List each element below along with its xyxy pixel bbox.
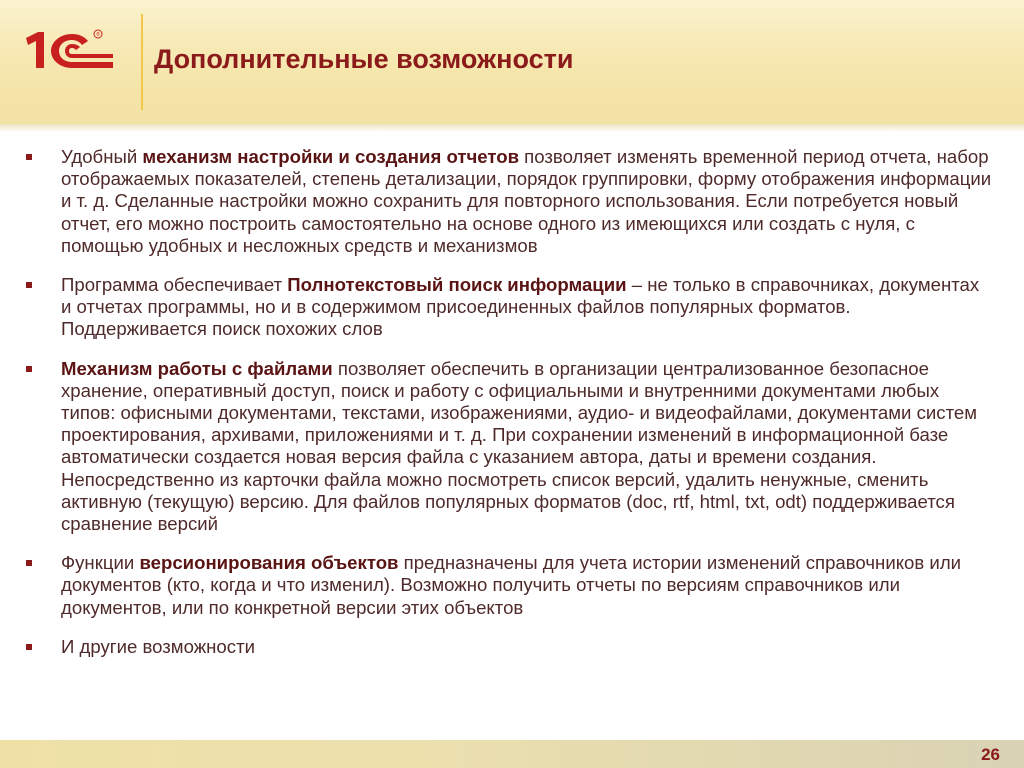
item-text-bold: версионирования объектов [139,552,399,574]
footer-band [0,740,1024,768]
item-text-post: предназначены для учета истории изменений справочников или документов (кто, когда и что изменил). Возможно получить отчеты по версиям справочников или документов, или по конкретной версии этих объектов [61,552,962,618]
item-text-post: позволяет обеспечить в организации централизованное безопасное хранение, оперативный доступ, поиск и работу с официальными и внутренними документами любых типов: офисными документами, текстами, изображениями, аудио- и видеофайлами, документами систем проектирования, архивами, приложениями и т. д. При сохранении изменений в информационной базе автоматически создается новая версия файла с указанием автора, даты и времени создания. Непосредственно из карточки файла можно посмотреть список версий, удалить ненужные, сменить активную (текущую) версию. Для файлов популярных форматов (doc, rtf, html, txt, odt) поддерживается сравнение версий [61,357,978,535]
header-divider [141,14,143,110]
square-bullet-icon [26,560,32,566]
list-item [24,274,994,341]
item-text-pre: Удобный [61,146,143,167]
item-text-post: – не только в справочниках, документах и отчетах программы, но и в содержимом присоединенных файлов популярных форматов. Поддерживается поиск похожих слов [61,274,980,340]
square-bullet-icon [26,366,32,372]
bullet-list [24,146,994,675]
list-item [24,358,994,536]
item-text-post: позволяет изменять временной период отчета, набор отображаемых показателей, степень детализации, порядок группировки, форму отображения информации и т. д. Сделанные настройки можно сохранить для повторного использования. Если потребуется новый отчет, его можно построить самостоятельно на основе одного из имеющихся или создать с нуля, с помощью удобных и несложных средств и механизмов [61,146,992,256]
list-item [24,636,994,658]
item-text-bold: механизм настройки и создания отчетов [142,146,520,167]
svg-text:®: ® [96,32,100,38]
page-title: Дополнительные возможности [154,44,574,74]
list-item [24,552,994,619]
header-shadow [0,124,1024,132]
item-text-pre: Программа обеспечивает [61,274,288,296]
square-bullet-icon [26,644,32,650]
page-number: 26 [981,745,1000,764]
square-bullet-icon [26,282,32,288]
item-text-pre: Функции [61,552,140,574]
item-text-bold: Полнотекстовый поиск информации [287,274,627,296]
list-item [24,146,994,257]
logo-1c [18,26,118,76]
square-bullet-icon [26,154,32,160]
logo-1c-icon [18,26,118,76]
item-text-bold: Механизм работы с файлами [61,357,333,379]
item-text-pre: И другие возможности [61,635,255,657]
